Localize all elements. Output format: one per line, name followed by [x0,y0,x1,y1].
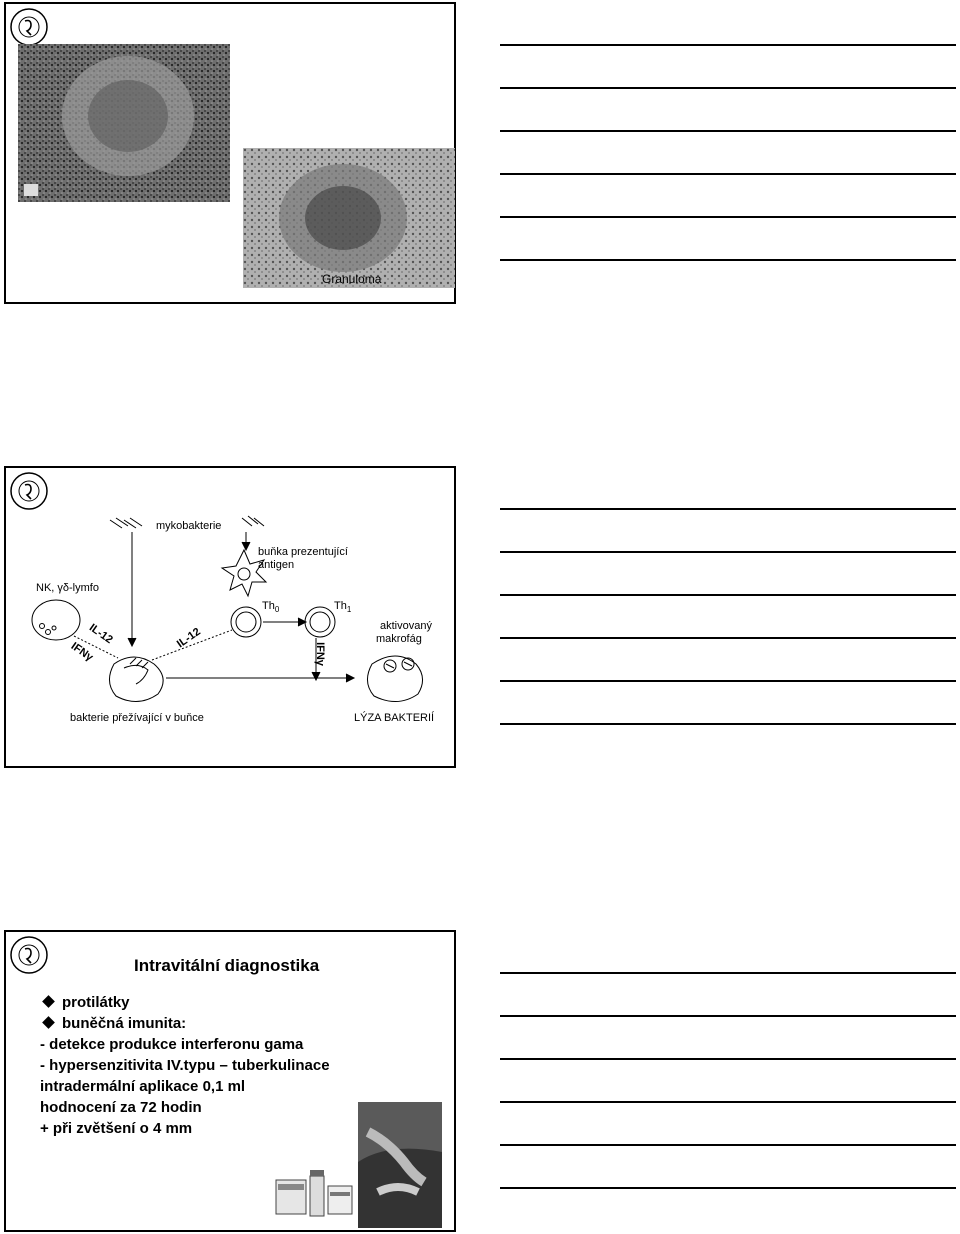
histology-photo-1 [18,44,230,202]
injection-photo [358,1102,442,1228]
label-apc-line1: buňka prezentující [258,546,348,558]
list-item: protilátky [42,992,330,1013]
label-surviving: bakterie přežívající v buňce [70,712,204,724]
list-item: - hypersenzitivita IV.typu – tuberkulinace [40,1057,330,1074]
list-item: + při zvětšení o 4 mm [40,1120,193,1137]
university-logo-icon [9,935,49,975]
label-il12-left: IL-12 [86,621,115,647]
label-ifn-left: IFNγ [68,640,96,664]
slide-title: Intravitální diagnostika [134,956,320,975]
slide-granuloma [4,2,456,304]
diagnostics-list [42,992,330,1139]
university-logo-icon [9,7,49,47]
slide-immune-diagram [4,466,456,768]
label-nk: NK, γδ-lymfo [36,582,99,594]
label-ifn-right: IFNγ [313,642,326,666]
label-il12-right: IL-12 [174,625,203,651]
label-th0: $Th_0$ [262,600,280,615]
tuberculin-vials-photo [270,1140,358,1222]
label-activated-1: aktivovaný [380,620,432,632]
note-lines-3 [500,972,956,1230]
diamond-bullet-icon [42,1016,55,1029]
note-lines-2 [500,508,956,766]
list-item: - detekce produkce interferonu gama [40,1036,304,1053]
list-item: intradermální aplikace 0,1 ml [40,1078,246,1095]
list-item: hodnocení za 72 hodin [40,1099,202,1116]
label-mykobakterie: mykobakterie [156,520,222,532]
diamond-bullet-icon [42,995,55,1008]
list-item: buněčná imunita: [42,1013,330,1034]
granuloma-caption: Granuloma [322,272,382,286]
note-lines-1 [500,44,956,302]
label-lysis: LÝZA BAKTERIÍ [354,712,435,724]
label-apc-line2: antigen [258,559,295,571]
label-th1: $Th_1$ [334,600,352,615]
histology-photo-2 [243,148,455,288]
infected-macrophage-icon [109,657,163,702]
nk-cell-icon [32,600,80,640]
slide-diagnostics [4,930,456,1232]
label-activated-2: makrofág [376,633,422,645]
